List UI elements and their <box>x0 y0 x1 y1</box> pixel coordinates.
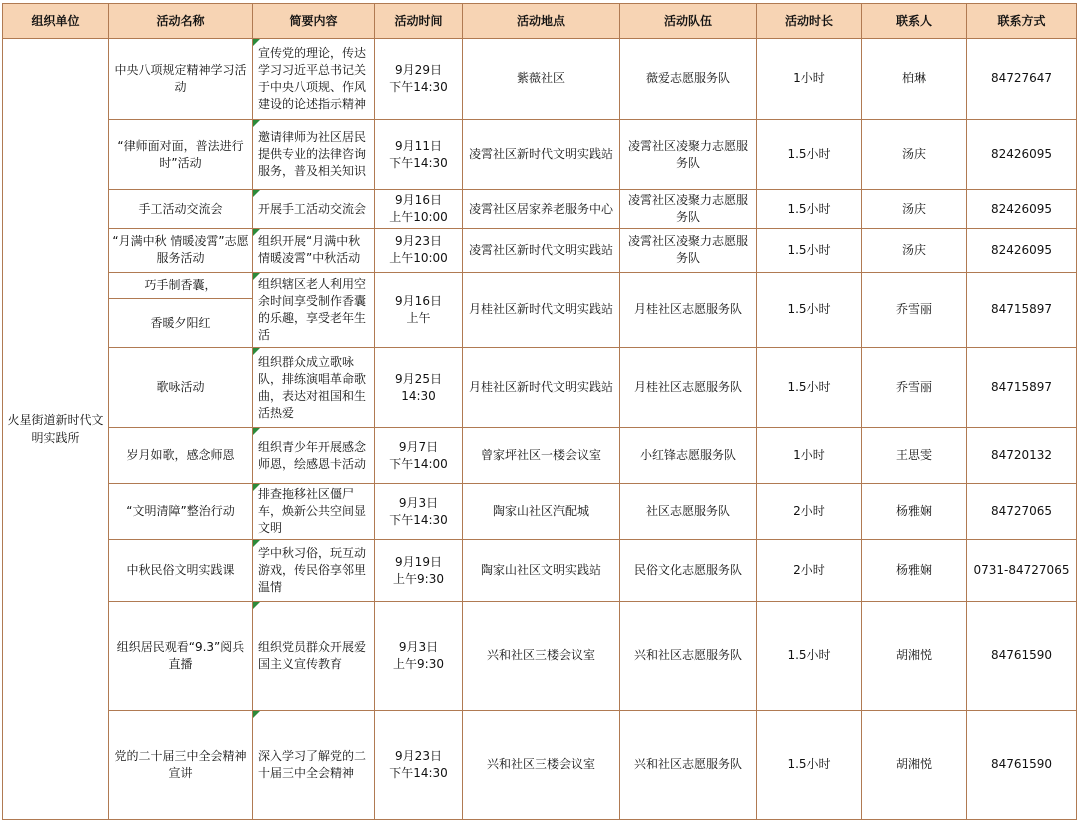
activity-place: 凌霄社区新时代文明实践站 <box>463 228 620 272</box>
activity-content: 组织党员群众开展爱国主义宣传教育 <box>253 601 375 710</box>
activity-content: 组织辖区老人利用空余时间享受制作香囊的乐趣，享受老年生活 <box>253 273 375 348</box>
activity-contact: 汤庆 <box>862 119 967 190</box>
activity-place: 兴和社区三楼会议室 <box>463 601 620 710</box>
header-content: 简要内容 <box>253 4 375 39</box>
activity-content: 组织开展“月满中秋情暖凌霄”中秋活动 <box>253 228 375 272</box>
header-duration: 活动时长 <box>757 4 862 39</box>
activity-team: 凌霄社区凌聚力志愿服务队 <box>620 119 757 190</box>
activity-duration: 1.5小时 <box>757 273 862 348</box>
activity-contact: 王思雯 <box>862 428 967 483</box>
activity-duration: 1.5小时 <box>757 190 862 228</box>
activity-name: 岁月如歌，感念师恩 <box>109 428 253 483</box>
activity-place: 陶家山社区汽配城 <box>463 483 620 540</box>
activity-name: “月满中秋 情暖凌霄”志愿服务活动 <box>109 228 253 272</box>
activity-time <box>375 428 463 483</box>
time-date: 9月23日 <box>395 234 442 249</box>
activity-team: 社区志愿服务队 <box>620 483 757 540</box>
header-place: 活动地点 <box>463 4 620 39</box>
activity-duration: 1小时 <box>757 39 862 120</box>
time-date: 9月29日 <box>395 62 442 77</box>
activity-place: 凌霄社区新时代文明实践站 <box>463 119 620 190</box>
activity-contact: 胡湘悦 <box>862 601 967 710</box>
activity-phone: 82426095 <box>967 119 1077 190</box>
activity-place: 陶家山社区文明实践站 <box>463 540 620 602</box>
activity-team: 月桂社区志愿服务队 <box>620 273 757 348</box>
activity-contact: 汤庆 <box>862 228 967 272</box>
activity-duration: 1.5小时 <box>757 601 862 710</box>
activity-name: 组织居民观看“9.3”阅兵直播 <box>109 601 253 710</box>
table-row <box>3 540 1077 602</box>
time-clock: 下午14:30 <box>389 155 448 170</box>
activity-name: 香暖夕阳红 <box>109 299 253 347</box>
activity-team: 兴和社区志愿服务队 <box>620 601 757 710</box>
activity-phone: 84761590 <box>967 601 1077 710</box>
activity-team: 民俗文化志愿服务队 <box>620 540 757 602</box>
time-clock: 下午14:30 <box>389 79 448 94</box>
activity-phone: 82426095 <box>967 190 1077 228</box>
header-time: 活动时间 <box>375 4 463 39</box>
activity-contact: 乔雪丽 <box>862 347 967 428</box>
activity-time <box>375 540 463 602</box>
activity-phone: 84727647 <box>967 39 1077 120</box>
activity-content: 深入学习了解党的二十届三中全会精神 <box>253 710 375 819</box>
time-clock: 上午9:30 <box>393 656 444 671</box>
header-row <box>3 4 1077 39</box>
table-row <box>3 347 1077 428</box>
activity-place: 凌霄社区居家养老服务中心 <box>463 190 620 228</box>
activity-time <box>375 39 463 120</box>
activity-contact: 杨雅娴 <box>862 483 967 540</box>
table-row <box>3 601 1077 710</box>
activity-time <box>375 710 463 819</box>
header-contact: 联系人 <box>862 4 967 39</box>
activity-content: 开展手工活动交流会 <box>253 190 375 228</box>
activity-duration: 2小时 <box>757 483 862 540</box>
activity-name: 中秋民俗文明实践课 <box>109 540 253 602</box>
time-clock: 上午10:00 <box>389 251 448 266</box>
activity-duration: 1.5小时 <box>757 119 862 190</box>
activity-contact: 乔雪丽 <box>862 273 967 348</box>
activity-place: 曾家坪社区一楼会议室 <box>463 428 620 483</box>
activity-phone: 84727065 <box>967 483 1077 540</box>
activity-phone: 0731-84727065 <box>967 540 1077 602</box>
activity-time <box>375 228 463 272</box>
header-phone: 联系方式 <box>967 4 1077 39</box>
activity-time <box>375 190 463 228</box>
activity-team: 薇爱志愿服务队 <box>620 39 757 120</box>
time-date: 9月23日 <box>395 748 442 763</box>
activity-duration: 1.5小时 <box>757 228 862 272</box>
activity-place: 兴和社区三楼会议室 <box>463 710 620 819</box>
time-clock: 下午14:00 <box>389 456 448 471</box>
table-row <box>3 483 1077 540</box>
header-org: 组织单位 <box>3 4 109 39</box>
activity-name: 歌咏活动 <box>109 347 253 428</box>
time-date: 9月25日 <box>395 371 442 386</box>
activity-time <box>375 273 463 348</box>
time-date: 9月3日 <box>398 495 439 510</box>
activity-phone: 84761590 <box>967 710 1077 819</box>
activity-duration: 1小时 <box>757 428 862 483</box>
time-date: 9月19日 <box>395 554 442 569</box>
time-clock: 下午14:30 <box>389 512 448 527</box>
activity-name: “文明清障”整治行动 <box>109 483 253 540</box>
activity-time <box>375 483 463 540</box>
time-date: 9月16日 <box>395 193 442 207</box>
activity-content: 排查拖移社区僵尸车，焕新公共空间显文明 <box>253 483 375 540</box>
time-clock: 上午10:00 <box>389 210 448 224</box>
table-row <box>3 39 1077 120</box>
activity-name: 巧手制香囊， <box>109 273 253 299</box>
activity-contact: 柏琳 <box>862 39 967 120</box>
activity-team: 兴和社区志愿服务队 <box>620 710 757 819</box>
activity-place: 月桂社区新时代文明实践站 <box>463 273 620 348</box>
activity-content: 组织群众成立歌咏队，排练演唱革命歌曲，表达对祖国和生活热爱 <box>253 347 375 428</box>
activity-place: 紫薇社区 <box>463 39 620 120</box>
header-team: 活动队伍 <box>620 4 757 39</box>
activity-place: 月桂社区新时代文明实践站 <box>463 347 620 428</box>
activity-duration: 1.5小时 <box>757 347 862 428</box>
time-date: 9月11日 <box>395 138 442 153</box>
activity-content: 组织青少年开展感念师恩，绘感恩卡活动 <box>253 428 375 483</box>
activity-time <box>375 119 463 190</box>
table-row <box>3 119 1077 190</box>
activity-team: 月桂社区志愿服务队 <box>620 347 757 428</box>
header-name: 活动名称 <box>109 4 253 39</box>
activity-name: 党的二十届三中全会精神宣讲 <box>109 710 253 819</box>
activity-name: 中央八项规定精神学习活动 <box>109 39 253 120</box>
time-clock: 上午9:30 <box>393 571 444 586</box>
time-date: 9月3日 <box>398 639 439 654</box>
table-row <box>3 190 1077 228</box>
table-row <box>3 228 1077 272</box>
time-clock: 下午14:30 <box>389 765 448 780</box>
time-clock: 14:30 <box>401 388 436 403</box>
table-row <box>3 710 1077 819</box>
activity-content: 学中秋习俗，玩互动游戏，传民俗享邻里温情 <box>253 540 375 602</box>
time-date: 9月16日 <box>395 293 442 308</box>
activity-table <box>2 3 1077 820</box>
activity-phone: 84720132 <box>967 428 1077 483</box>
table-row <box>3 273 1077 299</box>
activity-name: 手工活动交流会 <box>109 190 253 228</box>
activity-phone: 84715897 <box>967 273 1077 348</box>
activity-team: 凌霄社区凌聚力志愿服务队 <box>620 228 757 272</box>
activity-name: “律师面对面，普法进行时”活动 <box>109 119 253 190</box>
activity-duration: 1.5小时 <box>757 710 862 819</box>
activity-contact: 杨雅娴 <box>862 540 967 602</box>
activity-team: 小红锋志愿服务队 <box>620 428 757 483</box>
org-cell: 火星街道新时代文明实践所 <box>3 39 109 820</box>
activity-time <box>375 601 463 710</box>
activity-team: 凌霄社区凌聚力志愿服务队 <box>620 190 757 228</box>
table-row <box>3 428 1077 483</box>
activity-content: 邀请律师为社区居民提供专业的法律咨询服务，普及相关知识 <box>253 119 375 190</box>
time-date: 9月7日 <box>398 439 439 454</box>
activity-phone: 82426095 <box>967 228 1077 272</box>
activity-phone: 84715897 <box>967 347 1077 428</box>
activity-time <box>375 347 463 428</box>
activity-contact: 汤庆 <box>862 190 967 228</box>
activity-duration: 2小时 <box>757 540 862 602</box>
activity-contact: 胡湘悦 <box>862 710 967 819</box>
activity-content: 宣传党的理论，传达学习习近平总书记关于中央八项规、作风建设的论述指示精神 <box>253 39 375 120</box>
time-clock: 上午 <box>406 310 431 325</box>
